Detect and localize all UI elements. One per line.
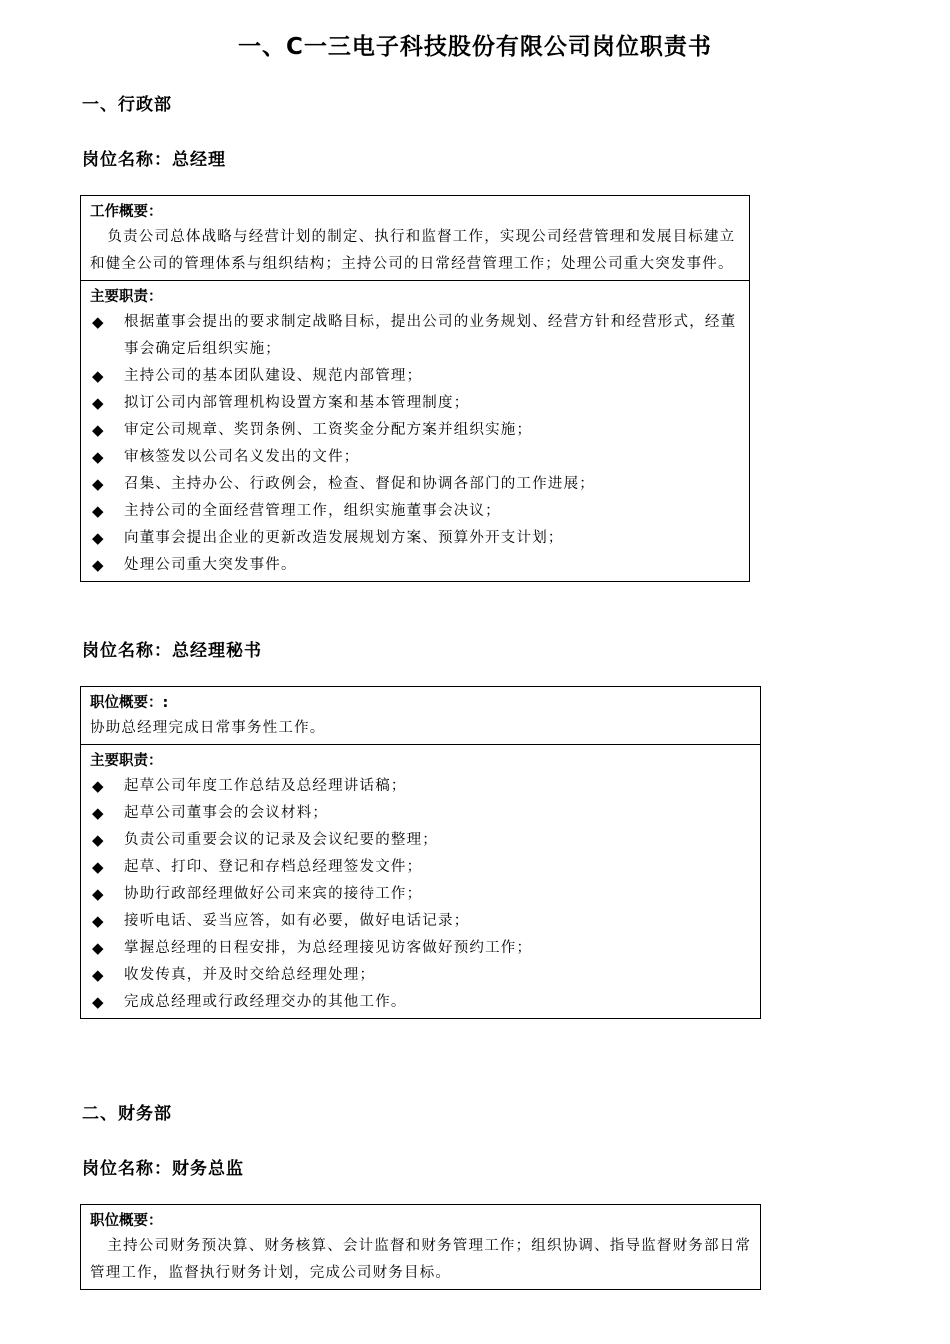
position-title-gm-secretary: 岗位名称：总经理秘书 bbox=[82, 641, 262, 661]
duty-item: ◆ 向董事会提出企业的更新改造发展规划方案、预算外开支计划； bbox=[90, 525, 741, 552]
diamond-bullet-icon: ◆ bbox=[92, 421, 105, 439]
summary-text: 协助总经理完成日常事务性工作。 bbox=[90, 720, 326, 736]
summary-cell bbox=[81, 687, 760, 744]
diamond-bullet-icon: ◆ bbox=[92, 556, 105, 574]
position-title-cfo: 岗位名称：财务总监 bbox=[82, 1159, 244, 1179]
position-box-gm-secretary bbox=[80, 686, 761, 1019]
diamond-bullet-icon: ◆ bbox=[92, 993, 105, 1011]
diamond-bullet-icon: ◆ bbox=[92, 475, 105, 493]
duties-cell bbox=[81, 744, 760, 1018]
diamond-bullet-icon: ◆ bbox=[92, 912, 105, 930]
diamond-bullet-icon: ◆ bbox=[92, 885, 105, 903]
summary-cell bbox=[81, 196, 749, 280]
duty-item: ◆ 主持公司的基本团队建设、规范内部管理； bbox=[90, 363, 741, 390]
duty-item: ◆ 起草公司年度工作总结及总经理讲话稿； bbox=[90, 773, 752, 800]
duty-item: ◆ 掌握总经理的日程安排，为总经理接见访客做好预约工作； bbox=[90, 935, 752, 962]
diamond-bullet-icon: ◆ bbox=[92, 858, 105, 876]
position-box-general-manager bbox=[80, 195, 750, 582]
duty-item: ◆ 根据董事会提出的要求制定战略目标，提出公司的业务规划、经营方针和经营形式，经董事会确定后组织实施； bbox=[90, 309, 741, 363]
diamond-bullet-icon: ◆ bbox=[92, 804, 105, 822]
diamond-bullet-icon: ◆ bbox=[92, 529, 105, 547]
summary-label: 职位概要：: bbox=[90, 695, 169, 711]
duties-cell bbox=[81, 280, 749, 581]
document-title: 一、C一三电子科技股份有限公司岗位职责书 bbox=[238, 34, 712, 60]
duty-item: ◆ 起草、打印、登记和存档总经理签发文件； bbox=[90, 854, 752, 881]
diamond-bullet-icon: ◆ bbox=[92, 777, 105, 795]
duty-item: ◆ 召集、主持办公、行政例会，检查、督促和协调各部门的工作进展； bbox=[90, 471, 741, 498]
diamond-bullet-icon: ◆ bbox=[92, 313, 105, 331]
duties-label: 主要职责： bbox=[90, 753, 163, 769]
duty-item: ◆ 收发传真，并及时交给总经理处理； bbox=[90, 962, 752, 989]
duties-list bbox=[90, 773, 752, 1016]
diamond-bullet-icon: ◆ bbox=[92, 939, 105, 957]
duty-item: ◆ 审定公司规章、奖罚条例、工资奖金分配方案并组织实施； bbox=[90, 417, 741, 444]
summary-text: 负责公司总体战略与经营计划的制定、执行和监督工作，实现公司经营管理和发展目标建立和健全公司的管理体系与组织结构；主持公司的日常经营管理工作；处理公司重大突发事件。 bbox=[90, 229, 736, 272]
duty-item: ◆ 拟订公司内部管理机构设置方案和基本管理制度； bbox=[90, 390, 741, 417]
position-box-cfo bbox=[80, 1204, 761, 1290]
duty-item: ◆ 接听电话、妥当应答，如有必要，做好电话记录； bbox=[90, 908, 752, 935]
duty-item: ◆ 审核签发以公司名义发出的文件； bbox=[90, 444, 741, 471]
duty-item: ◆ 协助行政部经理做好公司来宾的接待工作； bbox=[90, 881, 752, 908]
summary-cell bbox=[81, 1205, 760, 1289]
duty-item: ◆ 处理公司重大突发事件。 bbox=[90, 552, 741, 579]
diamond-bullet-icon: ◆ bbox=[92, 367, 105, 385]
diamond-bullet-icon: ◆ bbox=[92, 394, 105, 412]
diamond-bullet-icon: ◆ bbox=[92, 966, 105, 984]
duties-label: 主要职责： bbox=[90, 289, 163, 305]
duty-item: ◆ 起草公司董事会的会议材料； bbox=[90, 800, 752, 827]
position-title-general-manager: 岗位名称：总经理 bbox=[82, 150, 226, 170]
diamond-bullet-icon: ◆ bbox=[92, 831, 105, 849]
duty-item: ◆ 完成总经理或行政经理交办的其他工作。 bbox=[90, 989, 752, 1016]
duties-list bbox=[90, 309, 741, 579]
diamond-bullet-icon: ◆ bbox=[92, 448, 105, 466]
summary-label: 工作概要： bbox=[90, 204, 163, 220]
duty-item: ◆ 主持公司的全面经营管理工作，组织实施董事会决议； bbox=[90, 498, 741, 525]
summary-text: 主持公司财务预决算、财务核算、会计监督和财务管理工作；组织协调、指导监督财务部日常管理工作，监督执行财务计划，完成公司财务目标。 bbox=[90, 1238, 752, 1281]
summary-label: 职位概要： bbox=[90, 1213, 163, 1229]
diamond-bullet-icon: ◆ bbox=[92, 502, 105, 520]
section-heading-finance: 二、财务部 bbox=[82, 1104, 172, 1124]
section-heading-admin: 一、行政部 bbox=[82, 95, 172, 115]
duty-item: ◆ 负责公司重要会议的记录及会议纪要的整理； bbox=[90, 827, 752, 854]
